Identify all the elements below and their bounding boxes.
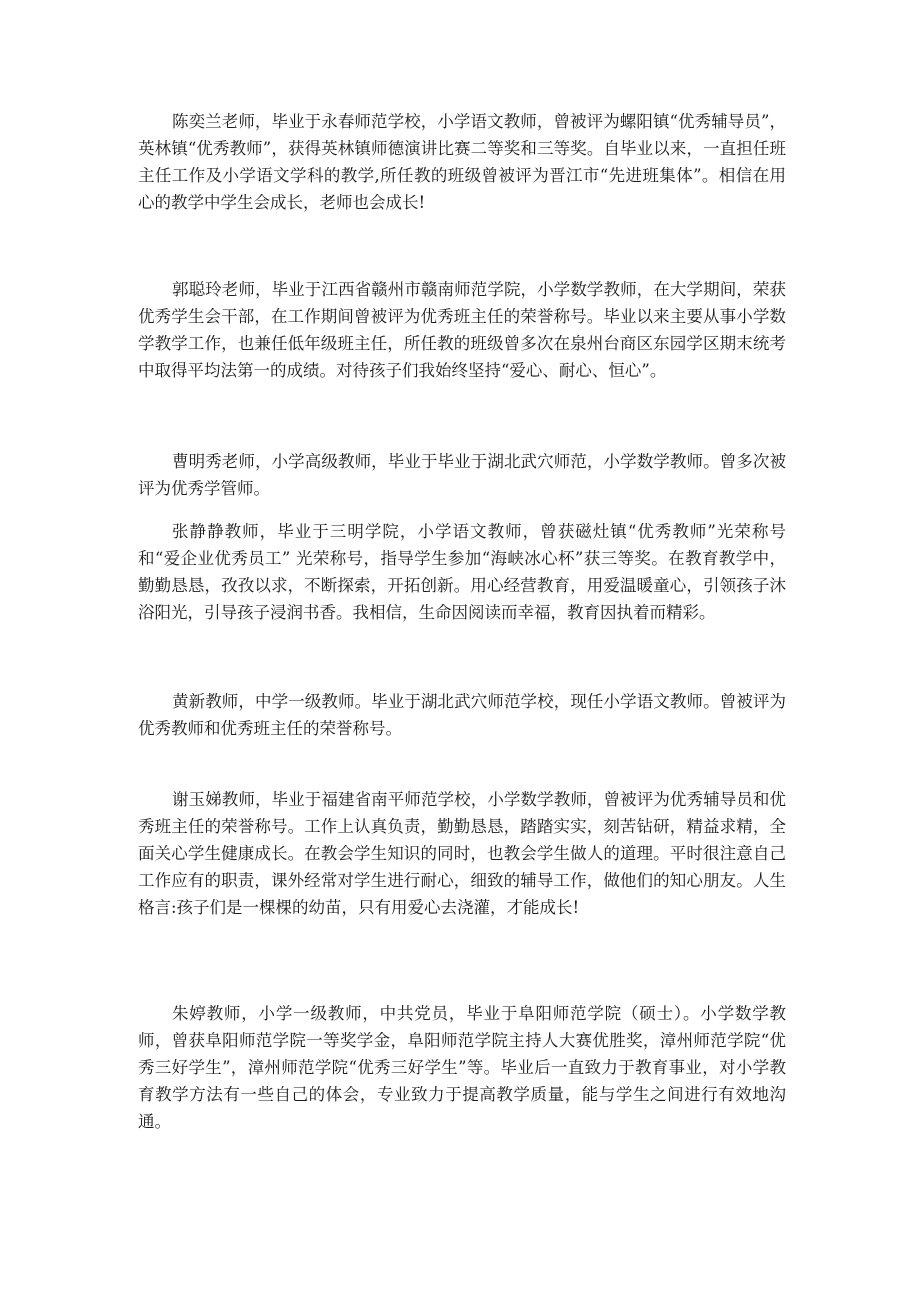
teacher-bio-xie-yudi: 谢玉娣教师，毕业于福建省南平师范学校，小学数学教师，曾被评为优秀辅导员和优秀班主任的荣誉称号。工作上认真负责，勤勤恳恳，踏踏实实，刻苦钻研，精益求精，全面关心学生健康成长。在教会学生知识的同时，也教会学生做人的道理。平时很注意自己工作应有的职责，课外经常对学生进行耐心，细致的辅导工作，做他们的知心朋友。人生格言:孩子们是一棵棵的幼苗，只有用爱心去浇灌，才能成长! <box>138 790 786 917</box>
teacher-bio-guo-congling: 郭聪玲老师，毕业于江西省赣州市赣南师范学院，小学数学教师，在大学期间，荣获优秀学生会干部，在工作期间曾被评为优秀班主任的荣誉称号。毕业以来主要从事小学数学教学工作，也兼任低年级班主任，所任教的班级曾多次在泉州台商区东园学区期末统考中取得平均法第一的成绩。对待孩子们我始终坚持“爱心、耐心、恒心”。 <box>138 280 786 380</box>
teacher-bio-huang-xin: 黄新教师，中学一级教师。毕业于湖北武穴师范学校，现任小学语文教师。曾被评为优秀教师和优秀班主任的荣誉称号。 <box>138 692 786 738</box>
teacher-bio-zhu-ting: 朱婷教师，小学一级教师，中共党员，毕业于阜阳师范学院（硕士）。小学数学教师，曾获阜阳师范学院一等奖学金，阜阳师范学院主持人大赛优胜奖，漳州师范学院“优秀三好学生”，漳州师范学院“优秀三好学生”等。毕业后一直致力于教育事业，对小学教育教学方法有一些自己的体会，专业致力于提高教学质量，能与学生之间进行有效地沟通。 <box>138 1004 786 1131</box>
teacher-bio-zhang-jingjing: 张静静教师，毕业于三明学院，小学语文教师，曾获磁灶镇“优秀教师”光荣称号和“爱企业优秀员工” 光荣称号，指导学生参加“海峡冰心杯”获三等奖。在教育教学中，勤勤恳恳，孜孜以求，不断探索，开拓创新。用心经营教育，用爱温暖童心，引领孩子沐浴阳光，引导孩子浸润书香。我相信，生命因阅读而幸福，教育因执着而精彩。 <box>138 522 786 622</box>
teacher-bio-chen-yilan: 陈奕兰老师，毕业于永春师范学校，小学语文教师，曾被评为螺阳镇“优秀辅导员”，英林镇“优秀教师”，获得英林镇师德演讲比赛二等奖和三等奖。自毕业以来，一直担任班主任工作及小学语文学科的教学,所任教的班级曾被评为晋江市“先进班集体”。相信在用心的教学中学生会成长，老师也会成长! <box>138 112 786 212</box>
teacher-bio-cao-mingxiu: 曹明秀老师，小学高级教师，毕业于毕业于湖北武穴师范，小学数学教师。曾多次被评为优秀学管师。 <box>138 452 786 498</box>
